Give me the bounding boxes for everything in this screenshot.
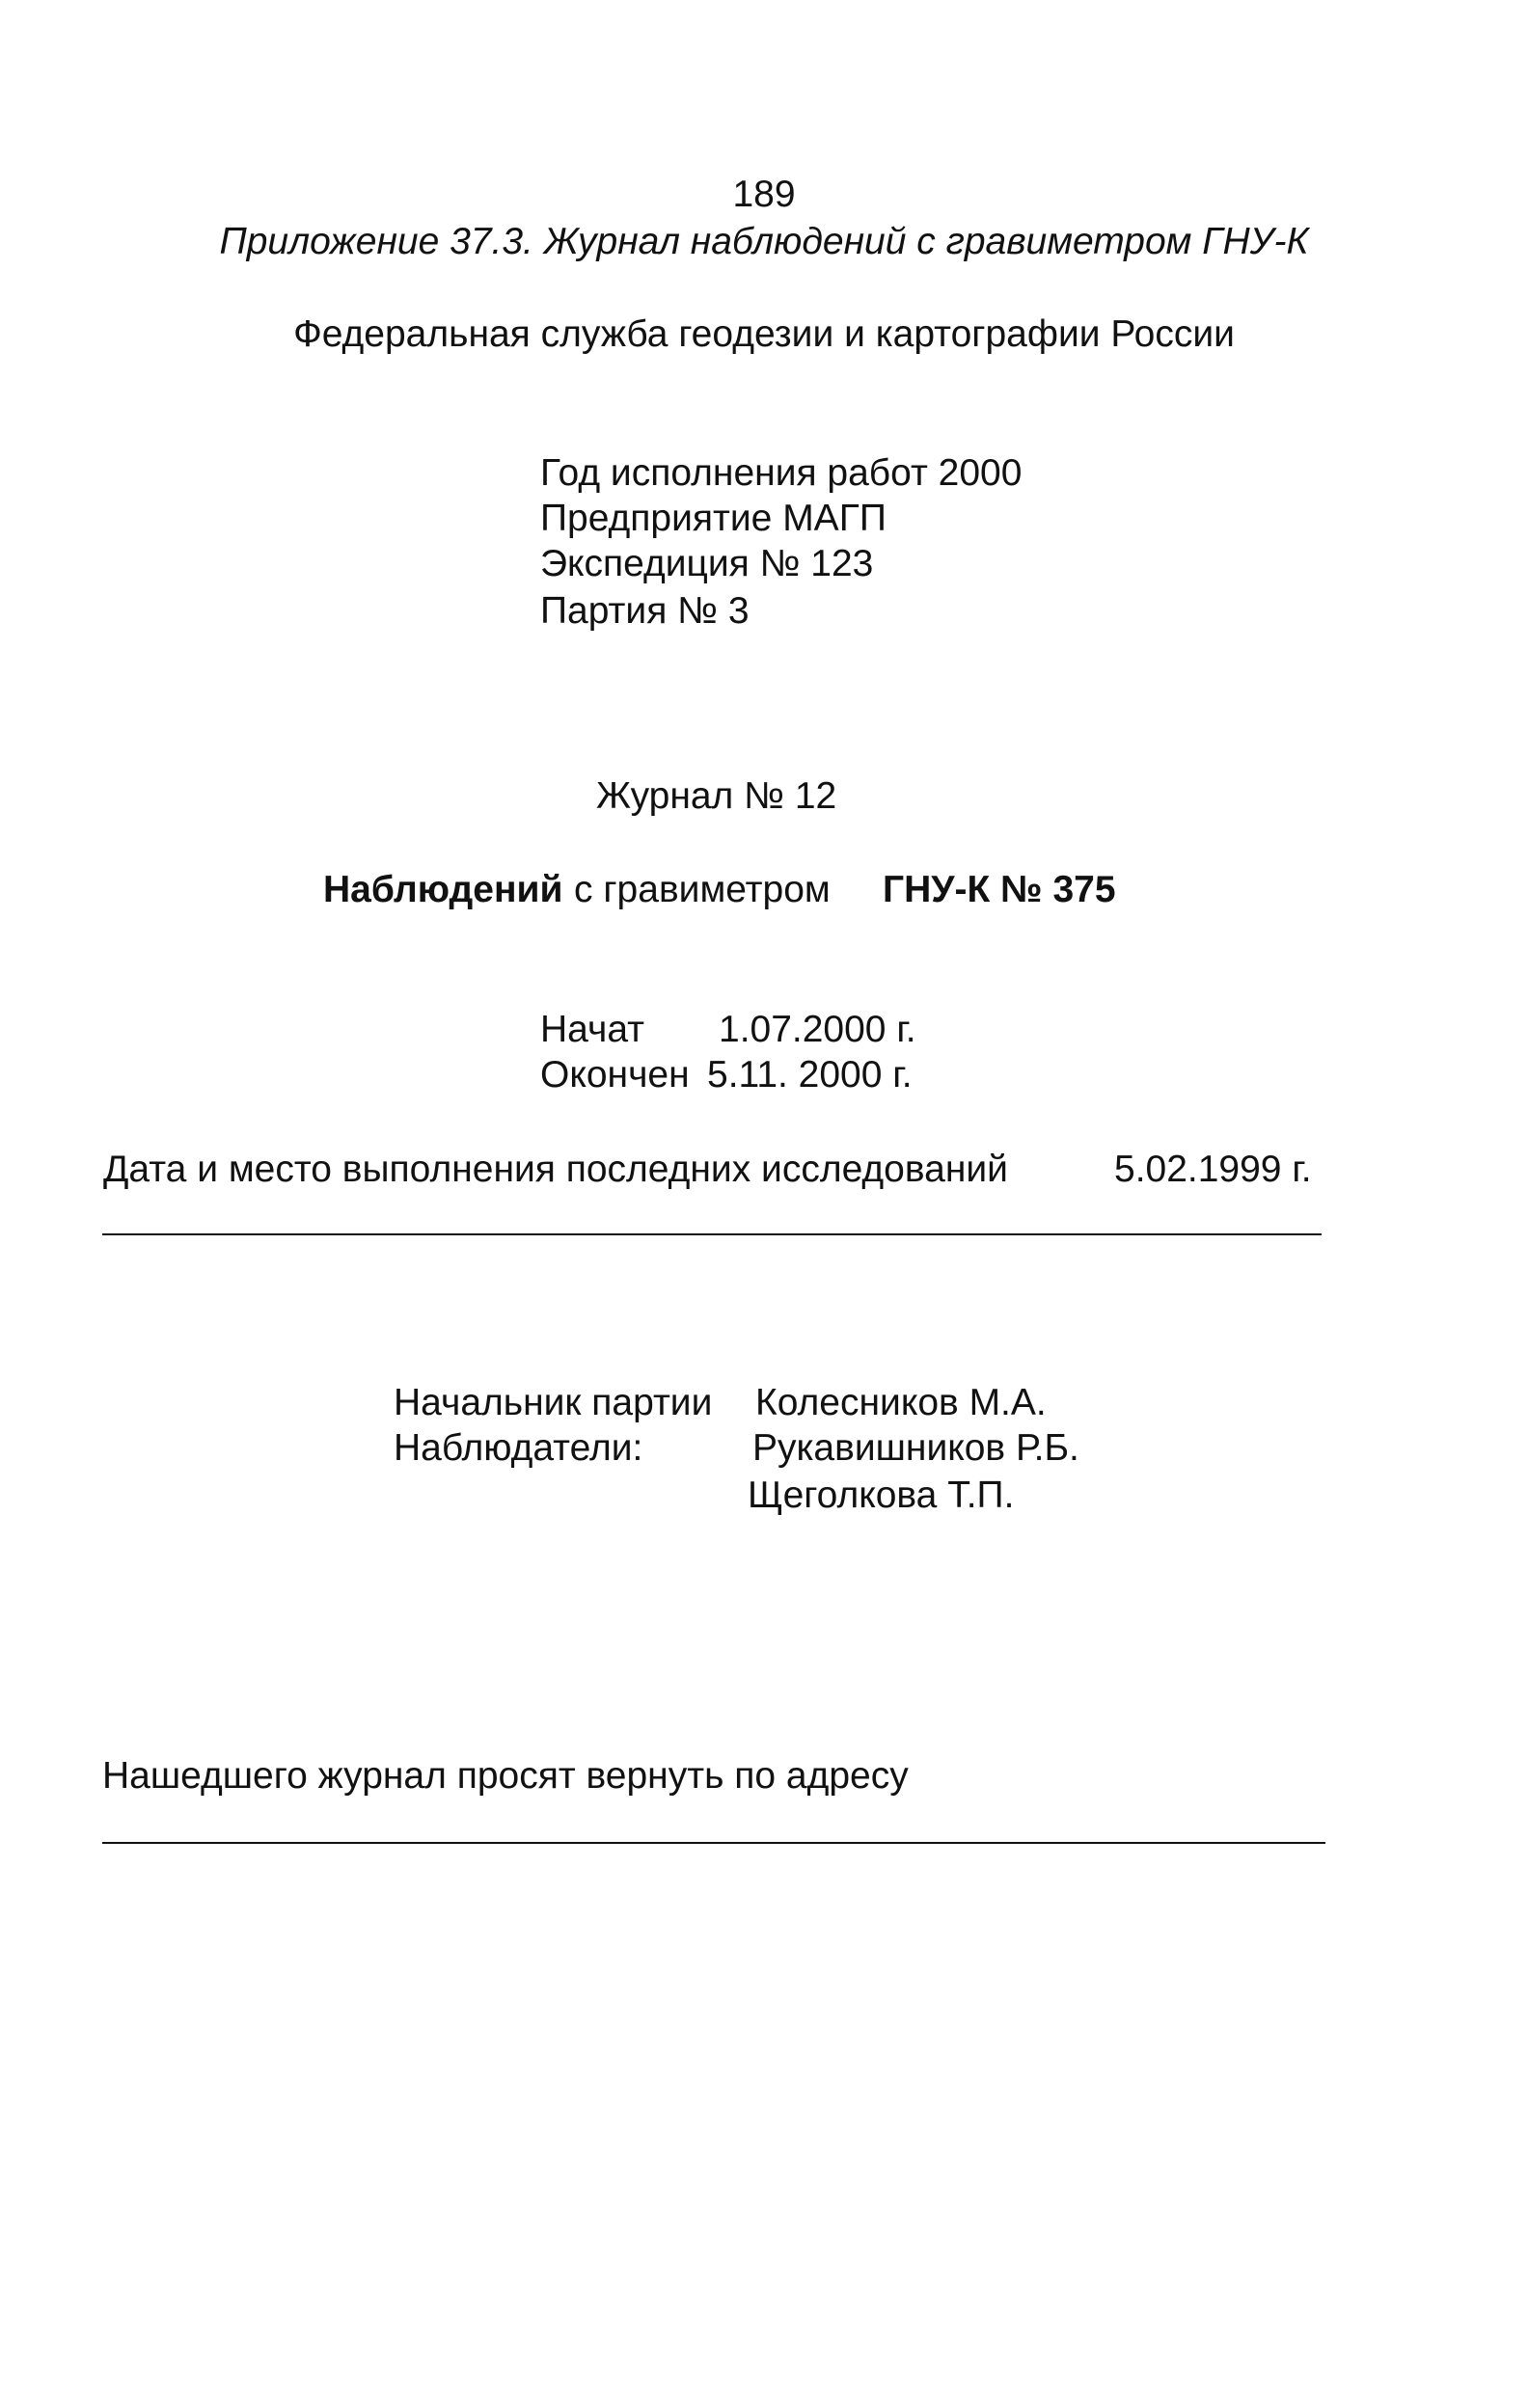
work-year: Год исполнения работ 2000	[540, 452, 1023, 494]
finished-date: 5.11. 2000 г.	[707, 1054, 913, 1096]
address-underline	[102, 1842, 1325, 1844]
expedition: Экспедиция № 123	[540, 543, 874, 584]
observers-label: Наблюдатели:	[394, 1427, 643, 1469]
party: Партия № 3	[540, 590, 750, 632]
page-number: 189	[732, 174, 796, 215]
observations-label: Наблюдений	[323, 869, 563, 910]
chief-name: Колесников М.А.	[755, 1382, 1047, 1423]
last-research-underline	[102, 1233, 1322, 1235]
last-research-label: Дата и место выполнения последних исследований	[103, 1149, 1008, 1190]
appendix-title: Приложение 37.3. Журнал наблюдений с гравиметром ГНУ-К	[219, 221, 1309, 262]
observer-1: Рукавишников Р.Б.	[752, 1427, 1079, 1469]
return-notice: Нашедшего журнал просят вернуть по адресу	[102, 1755, 909, 1797]
journal-number: Журнал № 12	[596, 775, 837, 817]
last-research-date: 5.02.1999 г.	[1114, 1149, 1312, 1190]
chief-label: Начальник партии	[394, 1382, 713, 1423]
finished-label: Окончен	[540, 1054, 690, 1096]
enterprise: Предприятие МАГП	[540, 498, 887, 539]
started-label: Начат	[540, 1009, 645, 1050]
instrument-number: ГНУ-К № 375	[883, 869, 1116, 910]
gravimeter-label: с гравиметром	[574, 869, 831, 910]
organization-name: Федеральная служба геодезии и картографии России	[293, 313, 1235, 355]
observer-2: Щеголкова Т.П.	[748, 1475, 1015, 1516]
started-date: 1.07.2000 г.	[719, 1009, 916, 1050]
